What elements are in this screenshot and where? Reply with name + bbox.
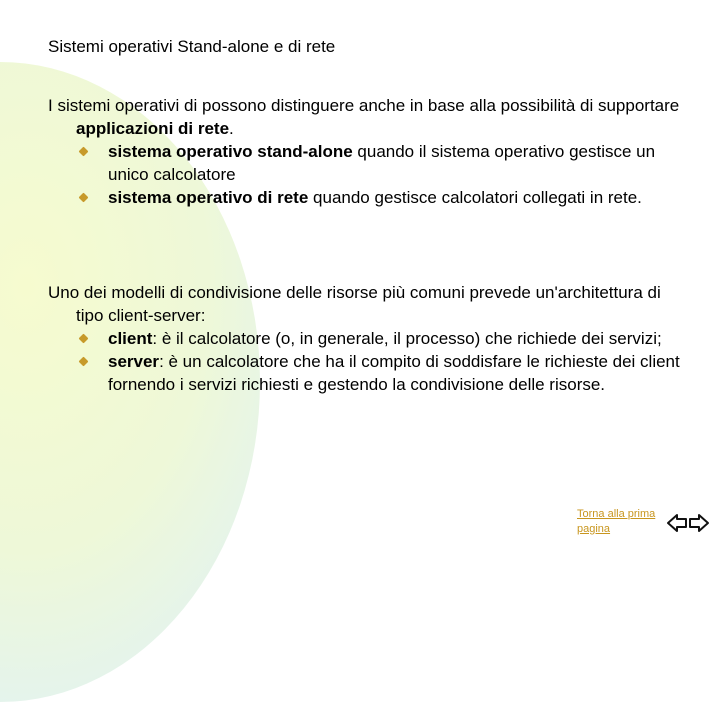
bullet-item-network: sistema operativo di rete quando gestisce calcolatori collegati in rete. [48, 186, 688, 209]
paragraph-client-server [48, 281, 688, 396]
slide-title: Sistemi operativi Stand-alone e di rete [48, 37, 336, 56]
back-to-first-page-link[interactable]: Torna alla prima pagina [577, 508, 656, 535]
diamond-bullet-icon [79, 147, 89, 157]
diamond-bullet-icon [79, 357, 89, 367]
paragraph-lead: Uno dei modelli di condivisione delle risorse più comuni prevede un'architettura di tipo client-server: [48, 283, 661, 325]
diamond-bullet-icon [79, 193, 89, 203]
bullet-item-server: server: è un calcolatore che ha il compito di soddisfare le richieste dei client fornendo i servizi richiesti e gestendo la condivisione delle risorse. [48, 350, 688, 396]
bidirectional-arrow-icon[interactable] [666, 512, 710, 534]
paragraph-lead: I sistemi operativi di possono distinguere anche in base alla possibilità di supportare applicazioni di rete. [48, 96, 680, 138]
diamond-bullet-icon [79, 334, 89, 344]
paragraph-network-os [48, 94, 688, 209]
bullet-item-client: client: è il calcolatore (o, in generale, il processo) che richiede dei servizi; [48, 327, 688, 350]
bullet-item-standalone: sistema operativo stand-alone quando il sistema operativo gestisce un unico calcolatore [48, 140, 688, 186]
